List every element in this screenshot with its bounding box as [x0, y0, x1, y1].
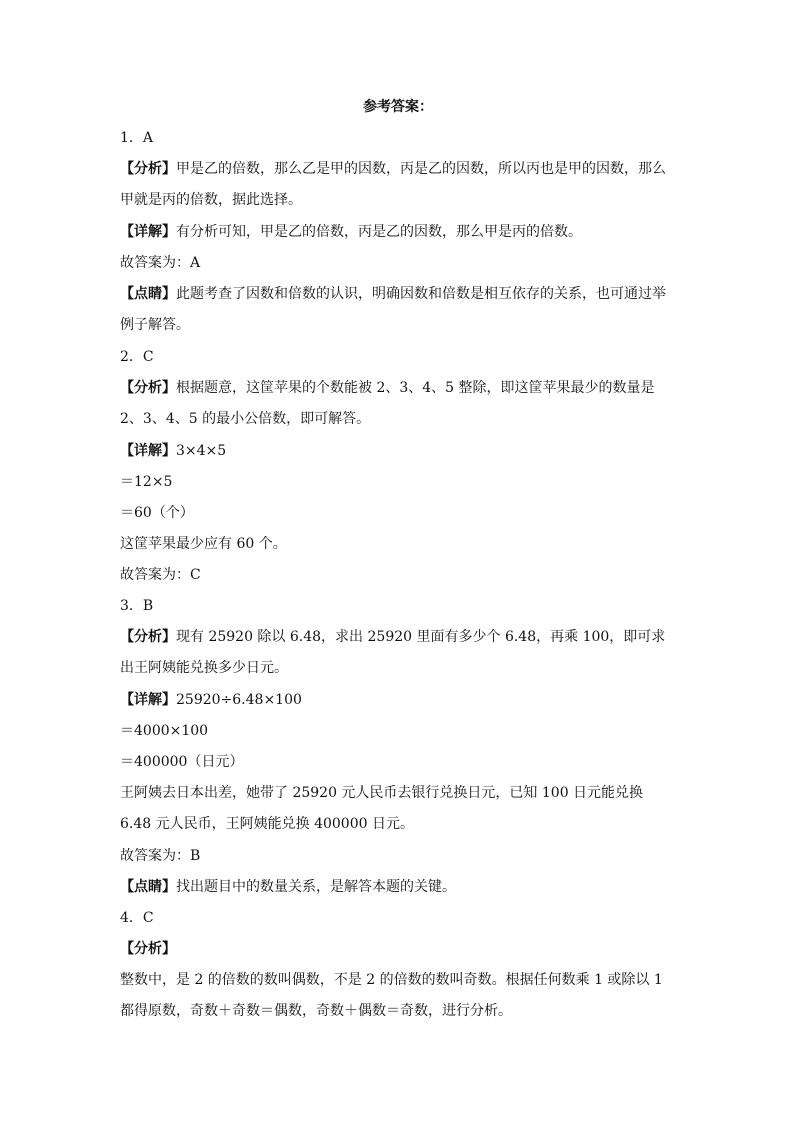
q4-number: 4．C [120, 910, 154, 926]
q2-detail [120, 435, 676, 466]
q2-conclusion: 这筐苹果最少应有 60 个。 [120, 536, 287, 552]
q3-comment-text: 找出题目中的数量关系，是解答本题的关键。 [176, 879, 456, 895]
q2-analysis-tag: 【分析】 [120, 380, 176, 396]
q1-comment-tag: 【点睛】 [120, 286, 176, 302]
q3-number: 3．B [120, 598, 154, 614]
q2-detail-line-1: 3×4×5 [176, 443, 227, 459]
q3-comment-tag: 【点睛】 [120, 879, 176, 895]
q2-number: 2．C [120, 349, 154, 365]
q2-answer: 故答案为：C [120, 567, 201, 583]
q2-detail-line-2: ＝12×5 [120, 474, 173, 490]
q4-analysis-body: 整数中，是 2 的倍数的数叫偶数，不是 2 的倍数的数叫奇数。根据任何数乘 1 或除以 1 都得原数，奇数＋奇数＝偶数，奇数＋偶数＝奇数，进行分析。 [120, 972, 663, 1019]
q1-number: 1．A [120, 130, 154, 146]
q1-answer: 故答案为：A [120, 255, 201, 271]
q1-comment-text: 此题考查了因数和倍数的认识，明确因数和倍数是相互依存的关系，也可通过举例子解答。 [120, 286, 666, 333]
q1-detail [120, 216, 676, 247]
q4-analysis-tag: 【分析】 [120, 941, 176, 957]
q3-detail-tag: 【详解】 [120, 692, 176, 708]
q3-analysis [120, 621, 676, 684]
q3-answer: 故答案为：B [120, 848, 201, 864]
q2-analysis [120, 372, 676, 435]
q1-detail-text: 有分析可知，甲是乙的倍数，丙是乙的因数，那么甲是丙的倍数。 [176, 224, 582, 240]
q2-detail-tag: 【详解】 [120, 443, 176, 459]
q3-detail [120, 684, 676, 715]
q3-detail-line-1: 25920÷6.48×100 [176, 692, 302, 708]
q2-detail-line-3: ＝60（个） [120, 505, 194, 521]
q3-conclusion: 王阿姨去日本出差，她带了 25920 元人民币去银行兑换日元，已知 100 日元能兑换 6.48 元人民币，王阿姨能兑换 400000 日元。 [120, 785, 644, 832]
q1-analysis-tag: 【分析】 [120, 161, 176, 177]
q3-analysis-text: 现有 25920 除以 6.48，求出 25920 里面有多少个 6.48，再乘 100，即可求出王阿姨能兑换多少日元。 [120, 629, 666, 676]
q3-comment [120, 871, 676, 902]
q1-analysis-text: 甲是乙的倍数，那么乙是甲的因数，丙是乙的因数，所以丙也是甲的因数，那么甲就是丙的倍数，据此选择。 [120, 161, 666, 208]
q3-detail-line-3: ＝400000（日元） [120, 754, 244, 770]
q3-detail-line-2: ＝4000×100 [120, 723, 209, 739]
q1-analysis [120, 153, 676, 216]
q1-comment [120, 278, 676, 341]
page-title: 参考答案： [363, 99, 433, 115]
q3-analysis-tag: 【分析】 [120, 629, 176, 645]
q2-analysis-text: 根据题意，这筐苹果的个数能被 2、3、4、5 整除，即这筐苹果最少的数量是 2、3、4、5 的最小公倍数，即可解答。 [120, 380, 655, 427]
q1-detail-tag: 【详解】 [120, 224, 176, 240]
